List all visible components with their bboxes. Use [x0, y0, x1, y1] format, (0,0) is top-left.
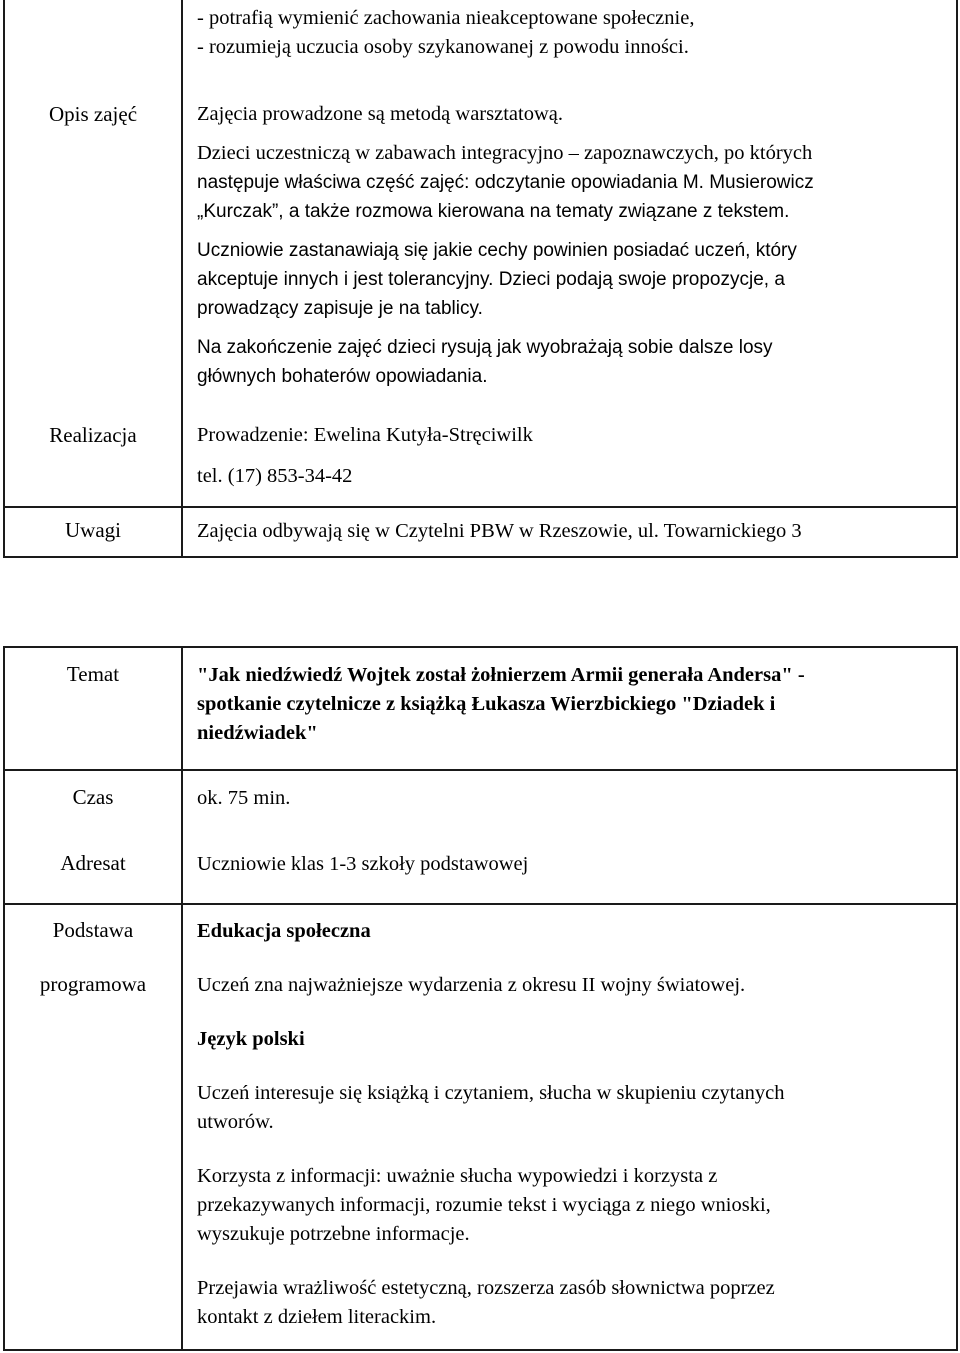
requirement-text: Korzysta z informacji: uważnie słucha wypowiedzi i korzysta z [197, 1165, 718, 1187]
opis-content [197, 100, 947, 391]
requirement-text: Przejawia wrażliwość estetyczną, rozszerza zasób słownictwa poprzez [197, 1277, 775, 1299]
realizacja-line: tel. (17) 853-34-42 [197, 465, 353, 487]
opis-label: Opis zajęć [48, 102, 138, 126]
outcome-item: - rozumieją uczucia osoby szykanowanej z powodu inności. [197, 36, 689, 58]
temat-line: "Jak niedźwiedź Wojtek został żołnierzem Armii generała Andersa" - [197, 664, 805, 686]
czas-text: ok. 75 min. [197, 787, 291, 809]
requirement-text: utworów. [197, 1111, 274, 1133]
opis-paragraph: „Kurczak”, a także rozmowa kierowana na tematy związane z tekstem. [197, 201, 790, 222]
czas-label: Czas [72, 785, 114, 809]
requirement-text: Uczeń interesuje się książką i czytaniem, słucha w skupieniu czytanych [197, 1082, 785, 1104]
requirement-text: kontakt z dziełem literackim. [197, 1306, 437, 1328]
realizacja-content [197, 421, 947, 491]
uwagi-label: Uwagi [65, 518, 121, 542]
requirement-text: Uczeń zna najważniejsze wydarzenia z okresu II wojny światowej. [197, 974, 746, 996]
podstawa-label-2: programowa [39, 972, 147, 996]
lesson-table-1 [3, 0, 958, 558]
row-divider [5, 903, 956, 905]
opis-paragraph: akceptuje innych i jest tolerancyjny. Dzieci podają swoje propozycje, a [197, 269, 785, 290]
temat-content [197, 661, 947, 748]
outcomes-list [197, 4, 947, 62]
opis-paragraph: głównych bohaterów opowiadania. [197, 366, 488, 387]
temat-line: niedźwiadek" [197, 722, 318, 744]
column-divider [181, 0, 183, 556]
opis-paragraph: prowadzący zapisuje je na tablicy. [197, 298, 483, 319]
temat-label: Temat [66, 662, 120, 686]
opis-paragraph: Dzieci uczestniczą w zabawach integracyjno – zapoznawczych, po których [197, 142, 813, 164]
row-divider [5, 506, 956, 508]
realizacja-line: Prowadzenie: Ewelina Kutyła-Stręciwilk [197, 424, 533, 446]
temat-line: spotkanie czytelnicze z książką Łukasza Wierzbickiego "Dziadek i [197, 693, 776, 715]
podstawa-content [197, 917, 947, 1332]
opis-paragraph: następuje właściwa część zajęć: odczytanie opowiadania M. Musierowicz [197, 172, 814, 193]
podstawa-label: Podstawa [52, 918, 134, 942]
uwagi-text: Zajęcia odbywają się w Czytelni PBW w Rzeszowie, ul. Towarnickiego 3 [197, 520, 802, 542]
subject-heading: Język polski [197, 1028, 305, 1050]
opis-paragraph: Uczniowie zastanawiają się jakie cechy powinien posiadać uczeń, który [197, 240, 797, 261]
realizacja-label: Realizacja [49, 423, 137, 447]
opis-paragraph: Zajęcia prowadzone są metodą warsztatową. [197, 103, 563, 125]
outcome-item: - potrafią wymienić zachowania nieakceptowane społecznie, [197, 7, 695, 29]
requirement-text: przekazywanych informacji, rozumie tekst i wyciąga z niego wnioski, [197, 1194, 771, 1216]
lesson-table-2 [3, 646, 958, 1351]
row-divider [5, 769, 956, 771]
adresat-text: Uczniowie klas 1-3 szkoły podstawowej [197, 853, 529, 875]
adresat-label: Adresat [60, 851, 126, 875]
opis-paragraph: Na zakończenie zajęć dzieci rysują jak wyobrażają sobie dalsze losy [197, 337, 773, 358]
subject-heading: Edukacja społeczna [197, 920, 371, 942]
column-divider [181, 648, 183, 1349]
requirement-text: wyszukuje potrzebne informacje. [197, 1223, 470, 1245]
